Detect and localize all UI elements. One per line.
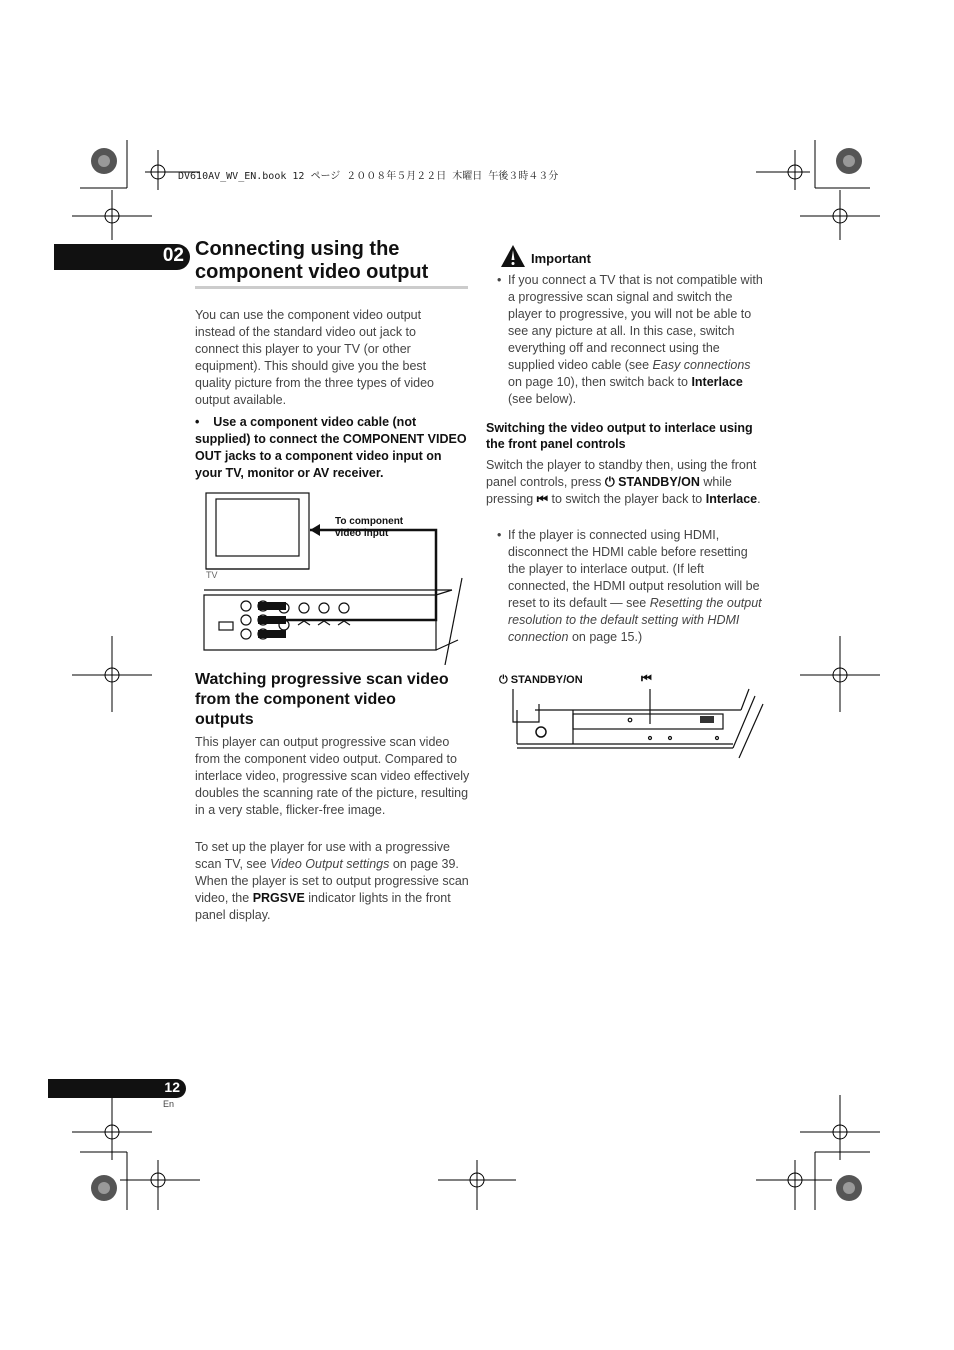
text-run: on page 10), then switch back to: [508, 375, 692, 389]
arrow-icon: [310, 524, 320, 536]
page-number: 12: [164, 1079, 180, 1095]
text-run: to switch the player back to: [548, 492, 706, 506]
title-line: outputs: [195, 711, 254, 728]
callout-line: To component: [335, 516, 404, 527]
prev-label: ⏮: [641, 671, 652, 685]
link-video-output-settings: Video Output settings: [270, 857, 390, 871]
callout-line: video input: [335, 528, 389, 539]
section-title-progressive-scan: [195, 670, 470, 730]
chapter-tab: [54, 244, 190, 270]
tv-label: TV: [206, 570, 218, 580]
tv-outline: [206, 493, 309, 569]
interlace-paragraph: [486, 457, 761, 508]
power-button-icon: [536, 727, 546, 737]
language-code: En: [163, 1099, 175, 1109]
prev-icon: ⏮: [536, 492, 548, 506]
text-run: Switch the player to standby then, using the front panel controls, press: [486, 458, 757, 489]
important-bullet: [508, 272, 763, 408]
text-run: indicator lights in the front panel display.: [195, 891, 451, 922]
title-line: from the component video: [195, 691, 396, 708]
title-divider: [195, 286, 468, 289]
bullet-text: Use a component video cable (not supplied) to connect the COMPONENT VIDEO OUT jacks to a component video input on your TV, monitor or AV receiver.: [195, 415, 467, 480]
text-run: If the player is connected using HDMI, disconnect the HDMI cable before resetting the player to interlace output. (If left connected, the HDMI output resolution will be reset to its default — see: [508, 528, 760, 610]
instruction-bullet: [195, 414, 467, 482]
book-header-line: DV610AV_WV_EN.book 12 ページ ２００８年５月２２日 木曜日 午後３時４３分: [178, 171, 559, 182]
link-resetting-output-resolution: Resetting the output resolution to the default setting with HDMI connection: [508, 596, 762, 644]
bullet-mark: •: [497, 528, 502, 542]
progressive-paragraph-2: [195, 839, 470, 924]
text-bold: Interlace: [691, 375, 743, 389]
text-run: .: [757, 492, 761, 506]
link-easy-connections: Easy connections: [652, 358, 751, 372]
chapter-number: 02: [162, 245, 184, 266]
title-line: component video output: [195, 261, 429, 283]
text-run: To set up the player for use with a progressive scan TV, see: [195, 840, 450, 871]
progressive-paragraph-1: This player can output progressive scan video from the component video output. Compared to interlace video, progressive scan video effectively doubles the scanning rate of the picture, resulting in a very stable, flicker-free image.: [195, 735, 470, 817]
tv-screen: [216, 499, 299, 556]
front-panel-diagram: [505, 686, 770, 766]
page-number-tab: [48, 1079, 186, 1098]
player-rear: [204, 595, 436, 650]
intro-paragraph: You can use the component video output instead of the standard video out jack to connect this player to your TV (or other equipment). This should give you the best quality picture from the three types of video output available.: [195, 308, 435, 407]
important-heading: Important: [531, 251, 591, 266]
standby-on-label: ⏻ STANDBY/ON: [499, 674, 583, 686]
bullet-mark: •: [195, 415, 200, 429]
callout-to-component-input: [335, 516, 403, 540]
title-line: Watching progressive scan video: [195, 671, 449, 688]
section-title-component-video: [195, 238, 475, 284]
title-line: Connecting using the: [195, 238, 400, 260]
text-run: on page 39. When the player is set to output progressive scan video, the: [195, 857, 469, 905]
warning-icon: [500, 244, 526, 268]
prgsve-indicator-text: PRGSVE: [252, 891, 305, 905]
text-bold: Interlace: [705, 492, 758, 506]
bullet-mark: •: [497, 273, 502, 287]
hdmi-bullet: [508, 527, 763, 646]
text-run: on page 15.): [568, 630, 643, 644]
text-run: while pressing: [486, 475, 732, 506]
standby-on-text: ⏻ STANDBY/ON: [604, 475, 700, 489]
text-run: (see below).: [508, 392, 577, 406]
text-run: If you connect a TV that is not compatible with a progressive scan signal and switch the player to progressive, you will not be able to see any picture at all. In this case, switch everything off and reconnect using the supplied video cable (see: [508, 273, 763, 372]
section-heading-interlace: Switching the video output to interlace using the front panel controls: [486, 421, 753, 451]
